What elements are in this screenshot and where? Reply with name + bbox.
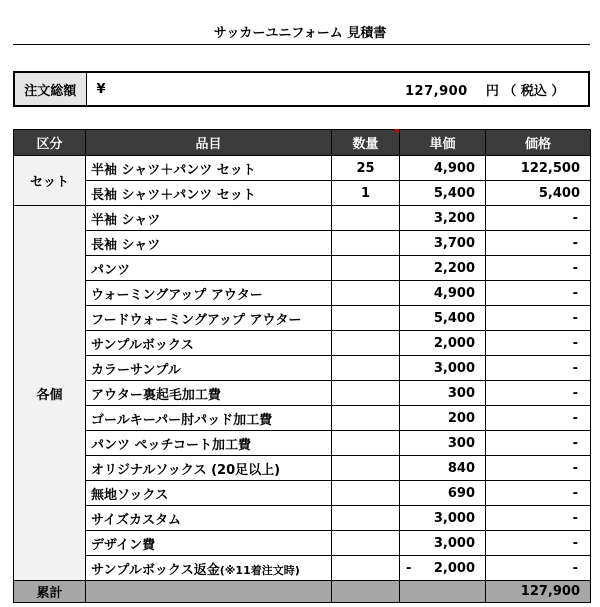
- currency-symbol: ¥: [96, 81, 106, 97]
- item-name-cell[interactable]: サンプルボックス: [86, 331, 332, 356]
- quantity-cell[interactable]: [332, 381, 400, 406]
- unit-price-cell[interactable]: 200: [400, 406, 486, 431]
- price-cell[interactable]: -: [486, 506, 591, 531]
- quantity-cell[interactable]: [332, 306, 400, 331]
- price-cell[interactable]: -: [486, 381, 591, 406]
- price-cell[interactable]: -: [486, 456, 591, 481]
- item-name-cell[interactable]: 無地ソックス: [86, 481, 332, 506]
- unit-price-cell[interactable]: 690: [400, 481, 486, 506]
- refund-item-label: サンプルボックス返金: [91, 562, 220, 578]
- quote-table: [13, 129, 591, 603]
- header-item: 品目: [86, 130, 332, 156]
- price-cell[interactable]: 122,500: [486, 156, 591, 181]
- footer-empty-cell: [400, 581, 486, 603]
- quantity-cell[interactable]: 25: [332, 156, 400, 181]
- item-name-cell[interactable]: サイズカスタム: [86, 506, 332, 531]
- category-each: 各個: [14, 206, 86, 581]
- price-cell[interactable]: -: [486, 256, 591, 281]
- table-row: [14, 356, 591, 381]
- unit-price-cell[interactable]: 3,200: [400, 206, 486, 231]
- quantity-cell[interactable]: 1: [332, 181, 400, 206]
- item-name-cell[interactable]: フードウォーミングアップ アウター: [86, 306, 332, 331]
- title-underline: [13, 44, 590, 45]
- unit-price-cell[interactable]: 300: [400, 381, 486, 406]
- table-row: [14, 456, 591, 481]
- price-cell[interactable]: -: [486, 356, 591, 381]
- quantity-cell[interactable]: [332, 481, 400, 506]
- item-name-cell[interactable]: パンツ: [86, 256, 332, 281]
- unit-price-cell[interactable]: 4,900: [400, 156, 486, 181]
- price-cell[interactable]: -: [486, 406, 591, 431]
- item-name-cell[interactable]: ウォーミングアップ アウター: [86, 281, 332, 306]
- quantity-cell[interactable]: [332, 431, 400, 456]
- header-quantity: 数量: [332, 130, 400, 156]
- quantity-cell[interactable]: [332, 531, 400, 556]
- item-name-cell[interactable]: 半袖 シャツ＋パンツ セット: [86, 156, 332, 181]
- refund-price: 2,000: [433, 560, 475, 576]
- order-total-label: 注文総額: [14, 72, 86, 106]
- unit-price-cell[interactable]: 5,400: [400, 181, 486, 206]
- order-total-value-cell[interactable]: [86, 72, 589, 106]
- item-name-cell[interactable]: パンツ ペッチコート加工費: [86, 431, 332, 456]
- footer-empty-cell: [86, 581, 332, 603]
- tax-included-note: 円 （ 税込 ）: [485, 83, 565, 99]
- table-row: [14, 331, 591, 356]
- footer-total: 127,900: [486, 581, 591, 603]
- price-cell[interactable]: -: [486, 281, 591, 306]
- table-row: [14, 406, 591, 431]
- header-row: [14, 130, 591, 156]
- unit-price-cell[interactable]: 3,000: [400, 506, 486, 531]
- unit-price-cell[interactable]: 5,400: [400, 306, 486, 331]
- unit-price-cell[interactable]: 3,000: [400, 531, 486, 556]
- unit-price-cell[interactable]: 4,900: [400, 281, 486, 306]
- table-row: [14, 531, 591, 556]
- unit-price-cell[interactable]: 2,000: [400, 331, 486, 356]
- item-name-cell[interactable]: 長袖 シャツ: [86, 231, 332, 256]
- quantity-cell[interactable]: [332, 456, 400, 481]
- price-cell[interactable]: -: [486, 556, 591, 581]
- table-row: [14, 181, 591, 206]
- unit-price-cell[interactable]: 2,200: [400, 256, 486, 281]
- table-row: [14, 256, 591, 281]
- unit-price-cell[interactable]: 3,000: [400, 356, 486, 381]
- price-cell[interactable]: -: [486, 306, 591, 331]
- quantity-cell[interactable]: [332, 356, 400, 381]
- refund-item-note: (※11着注文時): [219, 563, 300, 577]
- price-cell[interactable]: 5,400: [486, 181, 591, 206]
- quantity-cell[interactable]: [332, 506, 400, 531]
- header-category: 区分: [14, 130, 86, 156]
- category-set: セット: [14, 156, 86, 206]
- unit-price-cell[interactable]: 3,700: [400, 231, 486, 256]
- item-name-cell[interactable]: カラーサンプル: [86, 356, 332, 381]
- unit-price-cell[interactable]: [400, 556, 486, 581]
- footer-empty-cell: [332, 581, 400, 603]
- item-name-cell[interactable]: ゴールキーパー肘パッド加工費: [86, 406, 332, 431]
- footer-label: 累計: [14, 581, 86, 603]
- order-total-box: [13, 71, 590, 107]
- quantity-cell[interactable]: [332, 556, 400, 581]
- price-cell[interactable]: -: [486, 431, 591, 456]
- item-name-cell[interactable]: アウター裏起毛加工費: [86, 381, 332, 406]
- comment-indicator[interactable]: [394, 129, 399, 134]
- price-cell[interactable]: -: [486, 531, 591, 556]
- table-row: [14, 206, 591, 231]
- quantity-cell[interactable]: [332, 406, 400, 431]
- item-name-cell[interactable]: オリジナルソックス (20足以上): [86, 456, 332, 481]
- quantity-cell[interactable]: [332, 256, 400, 281]
- quantity-cell[interactable]: [332, 331, 400, 356]
- order-total-amount: 127,900: [405, 83, 468, 99]
- quantity-cell[interactable]: [332, 206, 400, 231]
- unit-price-cell[interactable]: 300: [400, 431, 486, 456]
- quantity-cell[interactable]: [332, 281, 400, 306]
- refund-item-cell[interactable]: [86, 556, 332, 581]
- table-row: [14, 156, 591, 181]
- header-price: 価格: [486, 130, 591, 156]
- table-row: [14, 506, 591, 531]
- table-row: [14, 431, 591, 456]
- item-name-cell[interactable]: 長袖 シャツ＋パンツ セット: [86, 181, 332, 206]
- price-cell[interactable]: -: [486, 481, 591, 506]
- unit-price-cell[interactable]: 840: [400, 456, 486, 481]
- table-row: [14, 231, 591, 256]
- page-title: サッカーユニフォーム 見積書: [213, 26, 387, 41]
- table-row: [14, 306, 591, 331]
- item-name-cell[interactable]: 半袖 シャツ: [86, 206, 332, 231]
- quantity-cell[interactable]: [332, 231, 400, 256]
- refund-row: [14, 556, 591, 581]
- table-row: [14, 381, 591, 406]
- item-name-cell[interactable]: デザイン費: [86, 531, 332, 556]
- price-cell[interactable]: -: [486, 231, 591, 256]
- negative-sign: -: [406, 560, 412, 576]
- price-cell[interactable]: -: [486, 331, 591, 356]
- price-cell[interactable]: -: [486, 206, 591, 231]
- footer-row: [14, 581, 591, 603]
- table-row: [14, 481, 591, 506]
- table-row: [14, 281, 591, 306]
- header-unit-price: 単価: [400, 130, 486, 156]
